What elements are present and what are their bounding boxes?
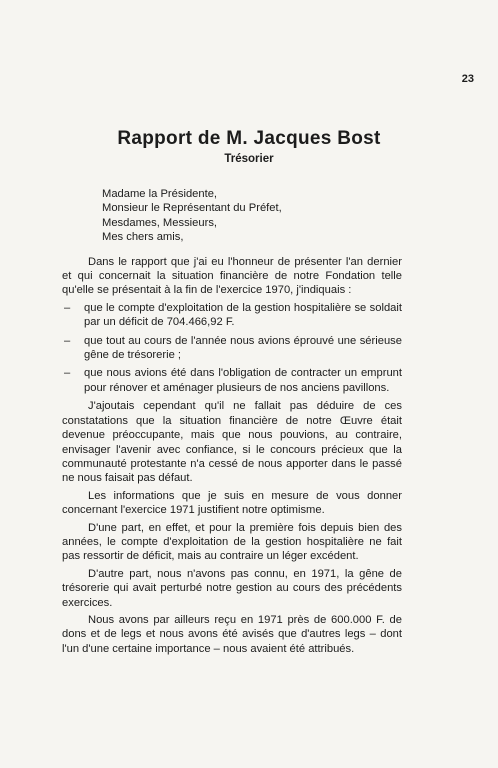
salutation-line: Madame la Présidente, xyxy=(102,188,218,200)
page-number: 23 xyxy=(461,73,474,85)
salutation-block xyxy=(102,187,402,245)
paragraph: D'autre part, nous n'avons pas connu, en 1971, la gêne de trésorerie qui avait perturbé notre gestion au cours des précédents exercices. xyxy=(62,567,402,609)
report-subtitle: Trésorier xyxy=(224,153,274,165)
salutation-line: Monsieur le Représentant du Préfet, xyxy=(102,202,282,215)
paragraph: Nous avons par ailleurs reçu en 1971 près de 600.000 F. de dons et de legs et nous avons été avisés que d'autres legs – dont l'un d'une certaine importance – nous avaient été attribués. xyxy=(62,613,402,655)
list-item: – que nous avions été dans l'obligation de contracter un emprunt pour rénover et aménager plusieurs de nos anciens pavillons. xyxy=(62,366,402,395)
salutation-line: Mesdames, Messieurs, xyxy=(102,216,218,229)
paragraph: Les informations que je suis en mesure de vous donner concernant l'exercice 1971 justifient notre optimisme. xyxy=(62,489,402,517)
dash-list xyxy=(62,301,402,395)
salutation-line: Mes chers amis, xyxy=(102,231,184,244)
report-title: Rapport de M. Jacques Bost xyxy=(117,128,381,149)
paragraph: J'ajoutais cependant qu'il ne fallait pas déduire de ces constatations que la situation financière de notre Œuvre était devenue préoccupante, mais que nous pouvions, au contraire, envisager l'avenir avec confiance, si le concours précieux que la communauté protestante n'a cessé de nous apporter dans le passé ne nous faisait pas défaut. xyxy=(62,400,402,485)
list-item: – que tout au cours de l'année nous avions éprouvé une sérieuse gêne de trésorerie ; xyxy=(62,334,402,363)
report-body xyxy=(62,187,402,659)
list-item: – que le compte d'exploitation de la gestion hospitalière se soldait par un déficit de 704.466,92 F. xyxy=(62,301,402,330)
paragraph: Dans le rapport que j'ai eu l'honneur de présenter l'an dernier et qui concernait la situation financière de notre Fondation telle qu'elle se présentait à la fin de l'exercice 1970, j'indiquais : xyxy=(62,255,402,297)
paragraph: D'une part, en effet, et pour la première fois depuis bien des années, le compte d'exploitation de la gestion hospitalière ne fait pas ressortir de déficit, mais au contraire un léger excédent. xyxy=(62,521,402,563)
